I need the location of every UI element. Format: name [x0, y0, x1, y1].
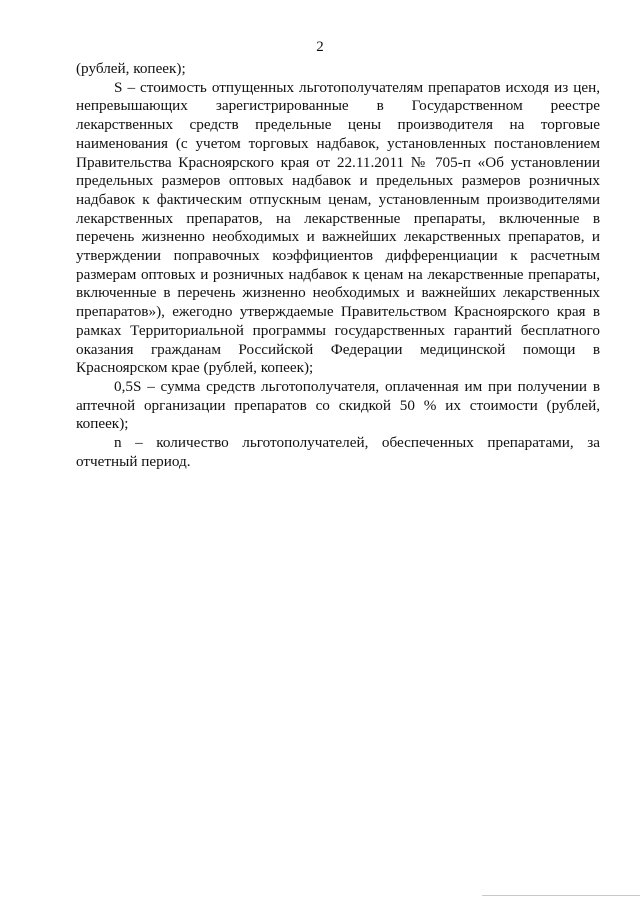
scan-edge-line [482, 895, 640, 896]
paragraph-half-s-definition: 0,5S – сумма средств льготополучателя, оплаченная им при получении в аптечной организации препаратов со скидкой 50 % их стоимости (рублей, копеек); [76, 377, 600, 433]
page-number: 2 [316, 39, 324, 55]
document-body [76, 60, 600, 471]
paragraph-unit-continuation: (рублей, копеек); [76, 60, 186, 77]
paragraph-n-definition: n – количество льготополучателей, обеспеченных препаратами, за отчетный период. [76, 434, 600, 470]
paragraph-s-definition: S – стоимость отпущенных льготополучателям препаратов исходя из цен, непревышающих зарегистрированные в Государственном реестре лекарственных средств предельные цены производителя на торговые наименования (с учетом торговых надбавок, установленных постановлением Правительства Красноярского края от 22.11.2011 № 705-п «Об установлении предельных размеров оптовых надбавок и предельных размеров розничных надбавок к фактическим отпускным ценам, установленным производителями лекарственных препаратов, на лекарственные препараты, включенные в перечень жизненно необходимых и важнейших лекарственных препаратов, и утверждении поправочных коэффициентов дифференциации к расчетным размерам оптовых и розничных надбавок к ценам на лекарственные препараты, включенные в перечень жизненно необходимых и важнейших лекарственных препаратов»), ежегодно утверждаемые Правительством Красноярского края в рамках Территориальной программы государственных гарантий бесплатного оказания гражданам Российской Федерации медицинской помощи в Красноярском крае (рублей, копеек); [76, 78, 600, 377]
